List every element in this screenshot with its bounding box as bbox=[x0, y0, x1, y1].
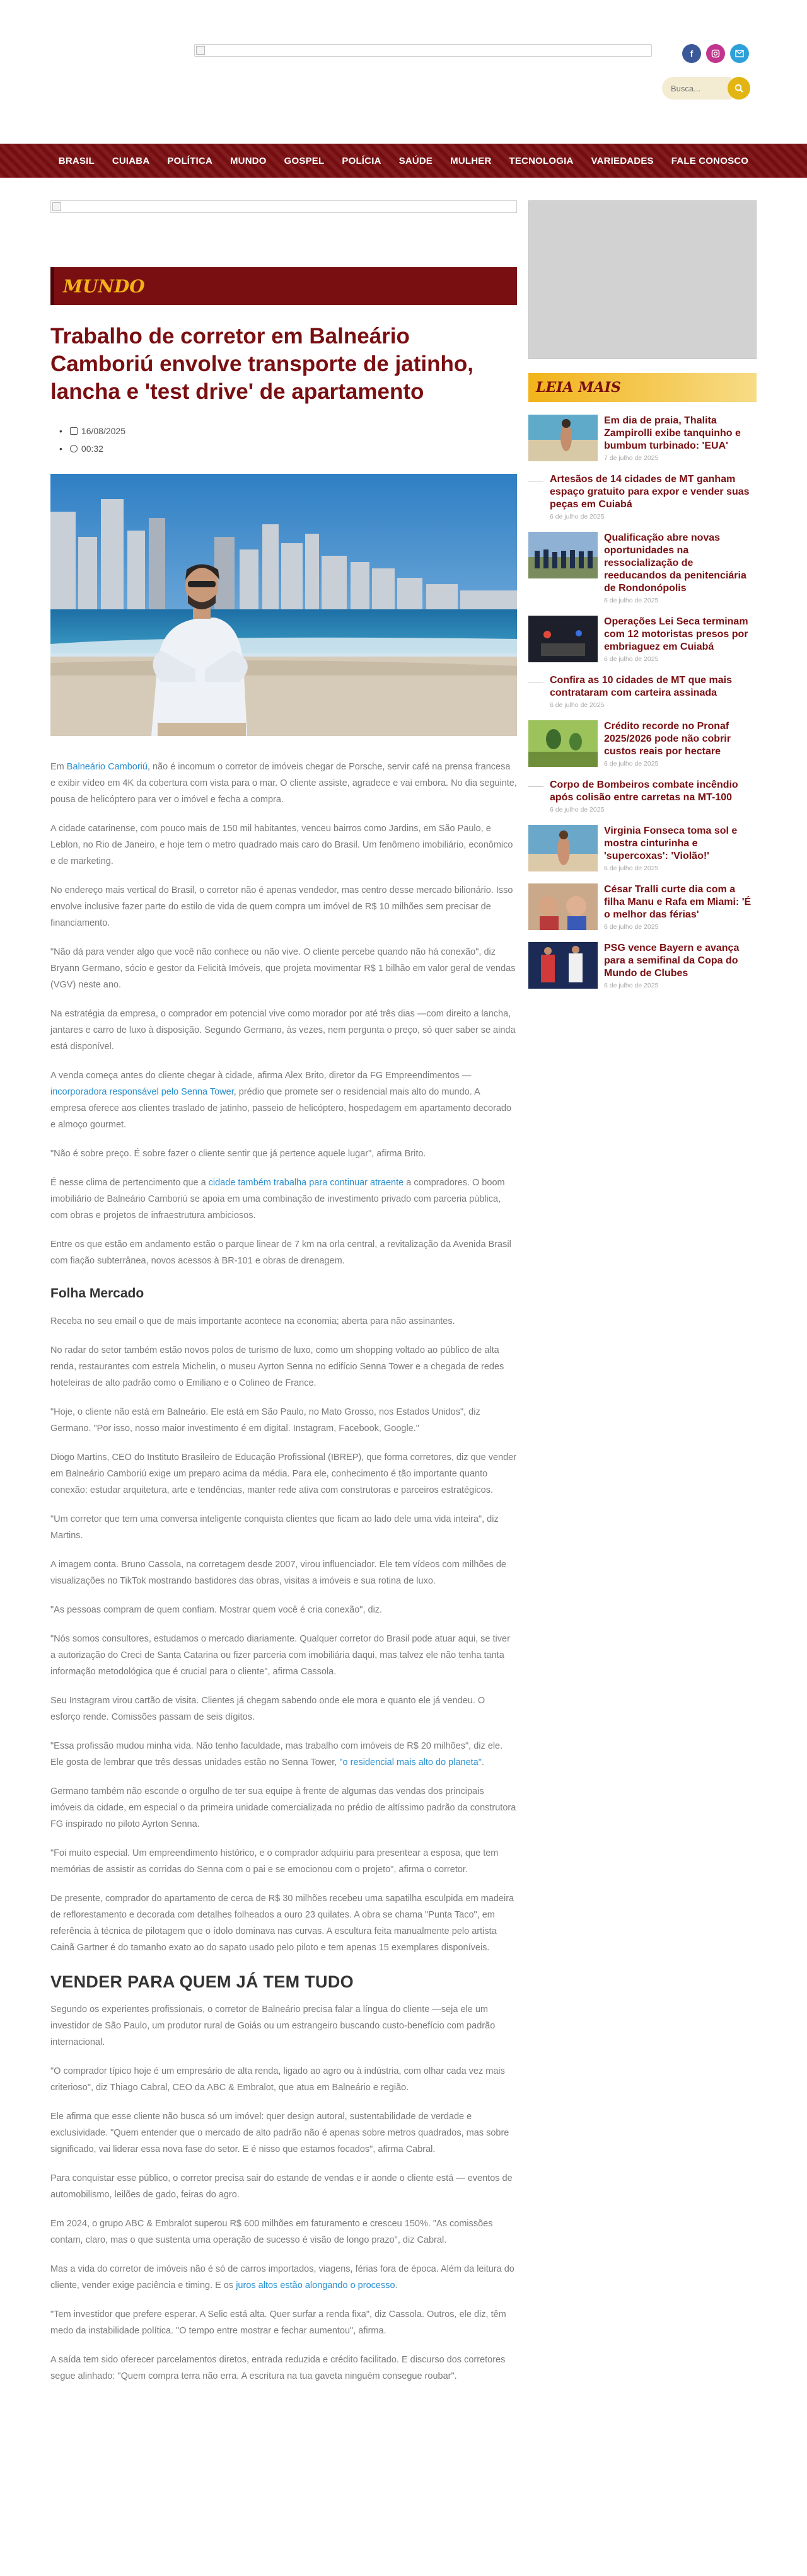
nav-item-cuiaba[interactable]: CUIABA bbox=[112, 155, 150, 166]
article-paragraph: Germano também não esconde o orgulho de ter sua equipe à frente de algumas das vendas dos principais imóveis da cidade, em especial o da primeira unidade comercializada no prédio de altíssimo padrão da construtora FG inspirado no piloto Ayrton Senna. bbox=[50, 1786, 516, 1829]
nav-item-gospel[interactable]: GOSPEL bbox=[284, 155, 325, 166]
site-logo-banner[interactable] bbox=[194, 44, 652, 57]
news-thumbnail-placeholder[interactable] bbox=[528, 786, 543, 789]
social-links bbox=[682, 44, 749, 63]
main-nav bbox=[0, 144, 807, 178]
link-cidade-atraente[interactable]: cidade também trabalha para continuar atraente bbox=[208, 1178, 404, 1188]
text: É nesse clima de pertencimento que a bbox=[50, 1178, 209, 1188]
article-paragraph: Para conquistar esse público, o corretor precisa sair do estande de vendas e ir aonde o cliente está — eventos de automobilismo, leilões de gado, feiras do agro. bbox=[50, 2173, 513, 2200]
article-paragraph: A imagem conta. Bruno Cassola, na corretagem desde 2007, virou influenciador. Ele tem vídeos com milhões de visualizações no TikTok mostrando bastidores das obras, visitas a imóveis e sua rotina de luxo. bbox=[50, 1560, 506, 1586]
news-title[interactable]: Corpo de Bombeiros combate incêndio após colisão entre carretas na MT-100 bbox=[550, 779, 738, 803]
text: . bbox=[481, 1757, 484, 1768]
article-body bbox=[50, 759, 517, 2384]
news-item[interactable] bbox=[528, 883, 757, 931]
news-title[interactable]: César Tralli curte dia com a filha Manu e Rafa em Miami: 'É o melhor das férias' bbox=[604, 884, 752, 920]
news-item[interactable] bbox=[528, 720, 757, 768]
article-paragraph bbox=[50, 1738, 517, 1771]
link-balneario-camboriu[interactable]: Balneário Camboriú bbox=[66, 762, 148, 772]
article-paragraph: De presente, comprador do apartamento de cerca de R$ 30 milhões recebeu uma sapatilha esculpida em madeira de reflorestamento e decorada com detalhes folheados a ouro 23 quilates. A obra se chama "Punta Taco", em referência à técnica de pilotagem que o ídolo dominava nas curvas. A escultura feita manualmente pelo artista Cainã Gartner é do tamanho exato ao do sapato usado pelo piloto e tem apenas 15 exemplares disponíveis. bbox=[50, 1894, 514, 1953]
news-date: 6 de julho de 2025 bbox=[604, 865, 659, 872]
nav-item-mulher[interactable]: MULHER bbox=[450, 155, 492, 166]
news-item[interactable] bbox=[528, 616, 757, 663]
article-paragraph: Entre os que estão em andamento estão o parque linear de 7 km na orla central, a revitalização da Avenida Brasil com fiação subterrânea, novos acessos à BR-101 e obras de drenagem. bbox=[50, 1239, 511, 1266]
nav-item-politica[interactable]: POLÍTICA bbox=[167, 155, 212, 166]
broken-image-icon bbox=[52, 202, 61, 211]
link-senna-tower[interactable]: incorporadora responsável pelo Senna Tower bbox=[50, 1087, 234, 1097]
news-thumbnail-placeholder[interactable] bbox=[528, 481, 543, 483]
section-label: MUNDO bbox=[63, 276, 145, 297]
article-paragraph: A saída tem sido oferecer parcelamentos diretos, entrada reduzida e crédito facilitado. E discurso dos corretores segue alinhado: "Quem compra terra não erra. A escritura na tua gaveta ninguém consegue roubar". bbox=[50, 2355, 506, 2381]
ad-banner[interactable] bbox=[50, 200, 517, 213]
news-title[interactable]: Qualificação abre novas oportunidades na ressocialização de reeducandos da penitenciária de Rondonópolis bbox=[604, 532, 746, 594]
news-thumbnail[interactable] bbox=[528, 883, 598, 930]
news-thumbnail[interactable] bbox=[528, 616, 598, 662]
article-paragraph bbox=[50, 2261, 517, 2294]
article-paragraph: No radar do setor também estão novos polos de turismo de luxo, como um shopping voltado ao público de alta renda, restaurantes com estrela Michelin, o museu Ayrton Senna no edifício Senna Tower e a chegada de redes hoteleiras de alto padrão como o Emiliano e o Colineo de France. bbox=[50, 1345, 504, 1388]
article-paragraph: "Não é sobre preço. É sobre fazer o cliente sentir que já pertence aquele lugar", afirma Brito. bbox=[50, 1149, 426, 1159]
news-date: 7 de julho de 2025 bbox=[604, 454, 659, 462]
search-button[interactable] bbox=[728, 77, 750, 100]
facebook-icon[interactable]: f bbox=[682, 44, 701, 63]
news-item[interactable] bbox=[528, 674, 757, 709]
article-paragraph: Receba no seu email o que de mais importante acontece na economia; aberta para não assinantes. bbox=[50, 1316, 455, 1326]
text: Mas a vida do corretor de imóveis não é só de carros importados, viagens, férias fora de época. Além da leitura do cliente, vender exige paciência e timing. E os bbox=[50, 2264, 514, 2291]
article-paragraph: Na estratégia da empresa, o comprador em potencial vive como morador por até três dias —com direito a lancha, jantares e carro de luxo à disposição. Segundo Germano, às vezes, nem pergunta o preço, só quer saber se ainda está disponível. bbox=[50, 1009, 516, 1052]
news-title[interactable]: Virginia Fonseca toma sol e mostra cinturinha e 'supercoxas': 'Violão!' bbox=[604, 825, 738, 861]
news-title[interactable]: Em dia de praia, Thalita Zampirolli exibe tanquinho e bumbum turbinado: 'EUA' bbox=[604, 415, 741, 451]
calendar-icon bbox=[70, 427, 78, 435]
article-paragraph bbox=[50, 1175, 517, 1224]
text: Em bbox=[50, 762, 67, 772]
nav-item-tecnologia[interactable]: TECNOLOGIA bbox=[509, 155, 574, 166]
news-thumbnail[interactable] bbox=[528, 415, 598, 461]
news-date: 6 de julho de 2025 bbox=[604, 760, 659, 768]
news-thumbnail-placeholder[interactable] bbox=[528, 682, 543, 684]
article-paragraph: "Hoje, o cliente não está em Balneário. Ele está em São Paulo, no Mato Grosso, nos Estados Unidos", diz Germano. "Por isso, nosso maior investimento é em digital. Instagram, Facebook, Google." bbox=[50, 1407, 480, 1434]
news-thumbnail[interactable] bbox=[528, 942, 598, 989]
article-paragraph: Diogo Martins, CEO do Instituto Brasileiro de Educação Profissional (IBREP), que forma corretores, diz que vender em Balneário Camboriú exige um preparo acima da média. Para ele, conhecimento é tão importante quanto conexão: estudar arquitetura, arte e tendências, manter rede ativa com construtoras e parceiros estratégicos. bbox=[50, 1452, 517, 1495]
news-item[interactable] bbox=[528, 473, 757, 520]
nav-item-fale-conosco[interactable]: FALE CONOSCO bbox=[671, 155, 749, 166]
leia-mais-header bbox=[528, 373, 757, 402]
article-meta bbox=[59, 422, 517, 457]
article-paragraph: Em 2024, o grupo ABC & Embralot superou R$ 600 milhões em faturamento e cresceu 150%. "As comissões contam, claro, mas o que sustenta uma operação de sucesso é visão de longo prazo", diz Cabral. bbox=[50, 2219, 493, 2245]
article-paragraph: Segundo os experientes profissionais, o corretor de Balneário precisa falar a língua do cliente —seja ele um investidor de São Paulo, um produtor rural de Goiás ou um estrangeiro buscando custo-benefício com padrão internacional. bbox=[50, 2004, 496, 2047]
search-box bbox=[662, 77, 750, 100]
article-title: Trabalho de corretor em Balneário Camboriú envolve transporte de jatinho, lancha e 'test drive' de apartamento bbox=[50, 324, 473, 404]
instagram-icon[interactable] bbox=[706, 44, 725, 63]
text: . bbox=[395, 2280, 398, 2291]
sidebar-ad[interactable] bbox=[528, 200, 757, 359]
article-paragraph: A cidade catarinense, com pouco mais de 150 mil habitantes, venceu bairros como Jardins, em São Paulo, e Leblon, no Rio de Janeiro, e hoje tem o metro quadrado mais caro do Brasil. Um fenômeno imobiliário, econômico e de marketing. bbox=[50, 824, 513, 866]
news-date: 6 de julho de 2025 bbox=[604, 655, 659, 663]
subheading-vender: VENDER PARA QUEM JÁ TEM TUDO bbox=[50, 1972, 354, 1991]
article-date: • 16/08/2025 bbox=[81, 426, 125, 436]
link-residencial-mais-alto[interactable]: "o residencial mais alto do planeta" bbox=[339, 1757, 482, 1768]
news-date: 6 de julho de 2025 bbox=[550, 806, 605, 814]
news-title[interactable]: Operações Lei Seca terminam com 12 motoristas presos por embriaguez em Cuiabá bbox=[604, 616, 748, 652]
sidebar bbox=[528, 200, 757, 1001]
section-header bbox=[50, 267, 517, 305]
news-date: 6 de julho de 2025 bbox=[550, 513, 605, 520]
news-title[interactable]: Artesãos de 14 cidades de MT ganham espaço gratuito para expor e vender suas peças em Cuiabá bbox=[550, 474, 750, 510]
article-paragraph: Seu Instagram virou cartão de visita. Clientes já chegam sabendo onde ele mora e quanto ele já vendeu. O esforço rende. Comissões passam de seis dígitos. bbox=[50, 1696, 485, 1722]
nav-item-mundo[interactable]: MUNDO bbox=[229, 155, 267, 166]
news-item[interactable] bbox=[528, 532, 757, 604]
article-paragraph: "O comprador típico hoje é um empresário de alta renda, ligado ao agro ou à indústria, com olhar cada vez mais criterioso", diz Thiago Cabral, CEO da ABC & Embralot, que atua em Balneário e região. bbox=[50, 2066, 505, 2093]
article-column bbox=[50, 200, 517, 2397]
text: A venda começa antes do cliente chegar à cidade, afirma Alex Brito, diretor da FG Empreendimentos — bbox=[50, 1071, 472, 1081]
text: a compradores. O boom imobiliário de Balneário Camboriú se apoia em uma combinação de investimento privado com parceria pública, com obras e projetos de infraestrutura ambiciosos. bbox=[50, 1178, 505, 1221]
broken-image-icon bbox=[196, 46, 205, 55]
article-paragraph: Ele afirma que esse cliente não busca só um imóvel: quer design autoral, sustentabilidade de verdade e exclusividade. "Quem entender que o mercado de alto padrão não é apenas sobre metros quadrados, mas sobre significado, vai liderar essa nova fase do setor. E é nisso que estamos focados", afirma Cabral. bbox=[50, 2112, 509, 2154]
nav-item-saude[interactable]: SAÚDE bbox=[398, 155, 433, 166]
article-time: • 00:32 bbox=[81, 444, 103, 454]
email-icon[interactable] bbox=[730, 44, 749, 63]
article-paragraph: "Foi muito especial. Um empreendimento histórico, e o comprador adquiriu para presentear a esposa, que tem memórias de assistir as corridas do Senna com o pai e se emocionou com o projeto", afirma o corretor. bbox=[50, 1848, 499, 1875]
search-icon bbox=[734, 84, 743, 93]
article-paragraph bbox=[50, 759, 517, 808]
news-item[interactable] bbox=[528, 942, 757, 989]
news-item[interactable] bbox=[528, 825, 757, 872]
news-date: 6 de julho de 2025 bbox=[604, 982, 659, 989]
text: , não é incomum o corretor de imóveis chegar de Porsche, servir café na prensa francesa e exibir vídeo em 4K da cobertura com vista para o mar. O cliente assiste, agradece e vai embora. No dia seguinte, pousa de helicóptero para ver o imóvel e fecha a compra. bbox=[50, 762, 517, 805]
news-date: 6 de julho de 2025 bbox=[550, 701, 605, 709]
nav-item-policia[interactable]: POLÍCIA bbox=[342, 155, 381, 166]
news-title[interactable]: PSG vence Bayern e avança para a semifinal da Copa do Mundo de Clubes bbox=[604, 943, 740, 979]
article-paragraph: "Nós somos consultores, estudamos o mercado diariamente. Qualquer corretor do Brasil pode atuar aqui, se tiver a autorização do Creci de Santa Catarina ou fizer parceria com imobiliária daqui, mas talvez ele não tenha tanta informação metodológica que é crucial para o cliente", afirma Cassola. bbox=[50, 1634, 510, 1677]
article-date-row bbox=[59, 422, 517, 440]
article-paragraph bbox=[50, 1067, 517, 1133]
clock-icon bbox=[70, 445, 78, 452]
article-paragraph: "Um corretor que tem uma conversa inteligente conquista clientes que ficam ao lado dele uma vida inteira", diz Martins. bbox=[50, 1514, 499, 1541]
nav-item-variedades[interactable]: VARIEDADES bbox=[591, 155, 654, 166]
news-title[interactable]: Crédito recorde no Pronaf 2025/2026 pode não cobrir custos reais por hectare bbox=[604, 721, 731, 757]
text: , prédio que promete ser o residencial mais alto do mundo. A empresa oferece aos clientes traslado de jatinho, passeio de helicóptero, hospedagem em apartamento decorado e almoço gourmet. bbox=[50, 1087, 512, 1130]
article-paragraph: "Não dá para vender algo que você não conhece ou não vive. O cliente percebe quando não há conexão", diz Bryann Germano, sócio e gestor da Felicità Imóveis, que projeta movimentar R$ 1 bilhão em valor geral de vendas (VGV) neste ano. bbox=[50, 947, 516, 990]
site-header bbox=[0, 0, 807, 144]
search-input[interactable] bbox=[662, 77, 731, 100]
news-date: 6 de julho de 2025 bbox=[604, 597, 659, 604]
article-hero-image bbox=[50, 474, 517, 736]
news-thumbnail[interactable] bbox=[528, 532, 598, 578]
news-thumbnail[interactable] bbox=[528, 720, 598, 767]
article-time-row bbox=[59, 440, 517, 457]
article-paragraph: "As pessoas compram de quem confiam. Mostrar quem você é cria conexão", diz. bbox=[50, 1605, 383, 1615]
news-title[interactable]: Confira as 10 cidades de MT que mais contrataram com carteira assinada bbox=[550, 675, 732, 698]
link-juros-altos[interactable]: juros altos estão alongando o processo bbox=[236, 2280, 395, 2291]
text: "Essa profissão mudou minha vida. Não tenho faculdade, mas trabalho com imóveis de R$ 20 milhões", diz ele. Ele gosta de lembrar que três dessas unidades estão no Senna Tower, bbox=[50, 1741, 503, 1768]
news-date: 6 de julho de 2025 bbox=[604, 923, 659, 931]
news-item[interactable] bbox=[528, 779, 757, 814]
news-thumbnail[interactable] bbox=[528, 825, 598, 871]
nav-item-brasil[interactable]: BRASIL bbox=[58, 155, 95, 166]
article-paragraph: No endereço mais vertical do Brasil, o corretor não é apenas vendedor, mas centro desse mercado bilionário. Isso envolve inclusive fazer parte do estilo de vida de quem compra um imóvel de R$ 10 milhões sem precisar de financiamento. bbox=[50, 885, 513, 928]
leia-mais-label: LEIA MAIS bbox=[536, 379, 621, 396]
news-item[interactable] bbox=[528, 415, 757, 462]
subheading-folha-mercado: Folha Mercado bbox=[50, 1286, 144, 1301]
article-paragraph: "Tem investidor que prefere esperar. A Selic está alta. Quer surfar a renda fixa", diz Cassola. Outros, ele diz, têm medo da instabilidade política. "O tempo entre mostrar e fechar aumentou", afirma. bbox=[50, 2309, 506, 2336]
